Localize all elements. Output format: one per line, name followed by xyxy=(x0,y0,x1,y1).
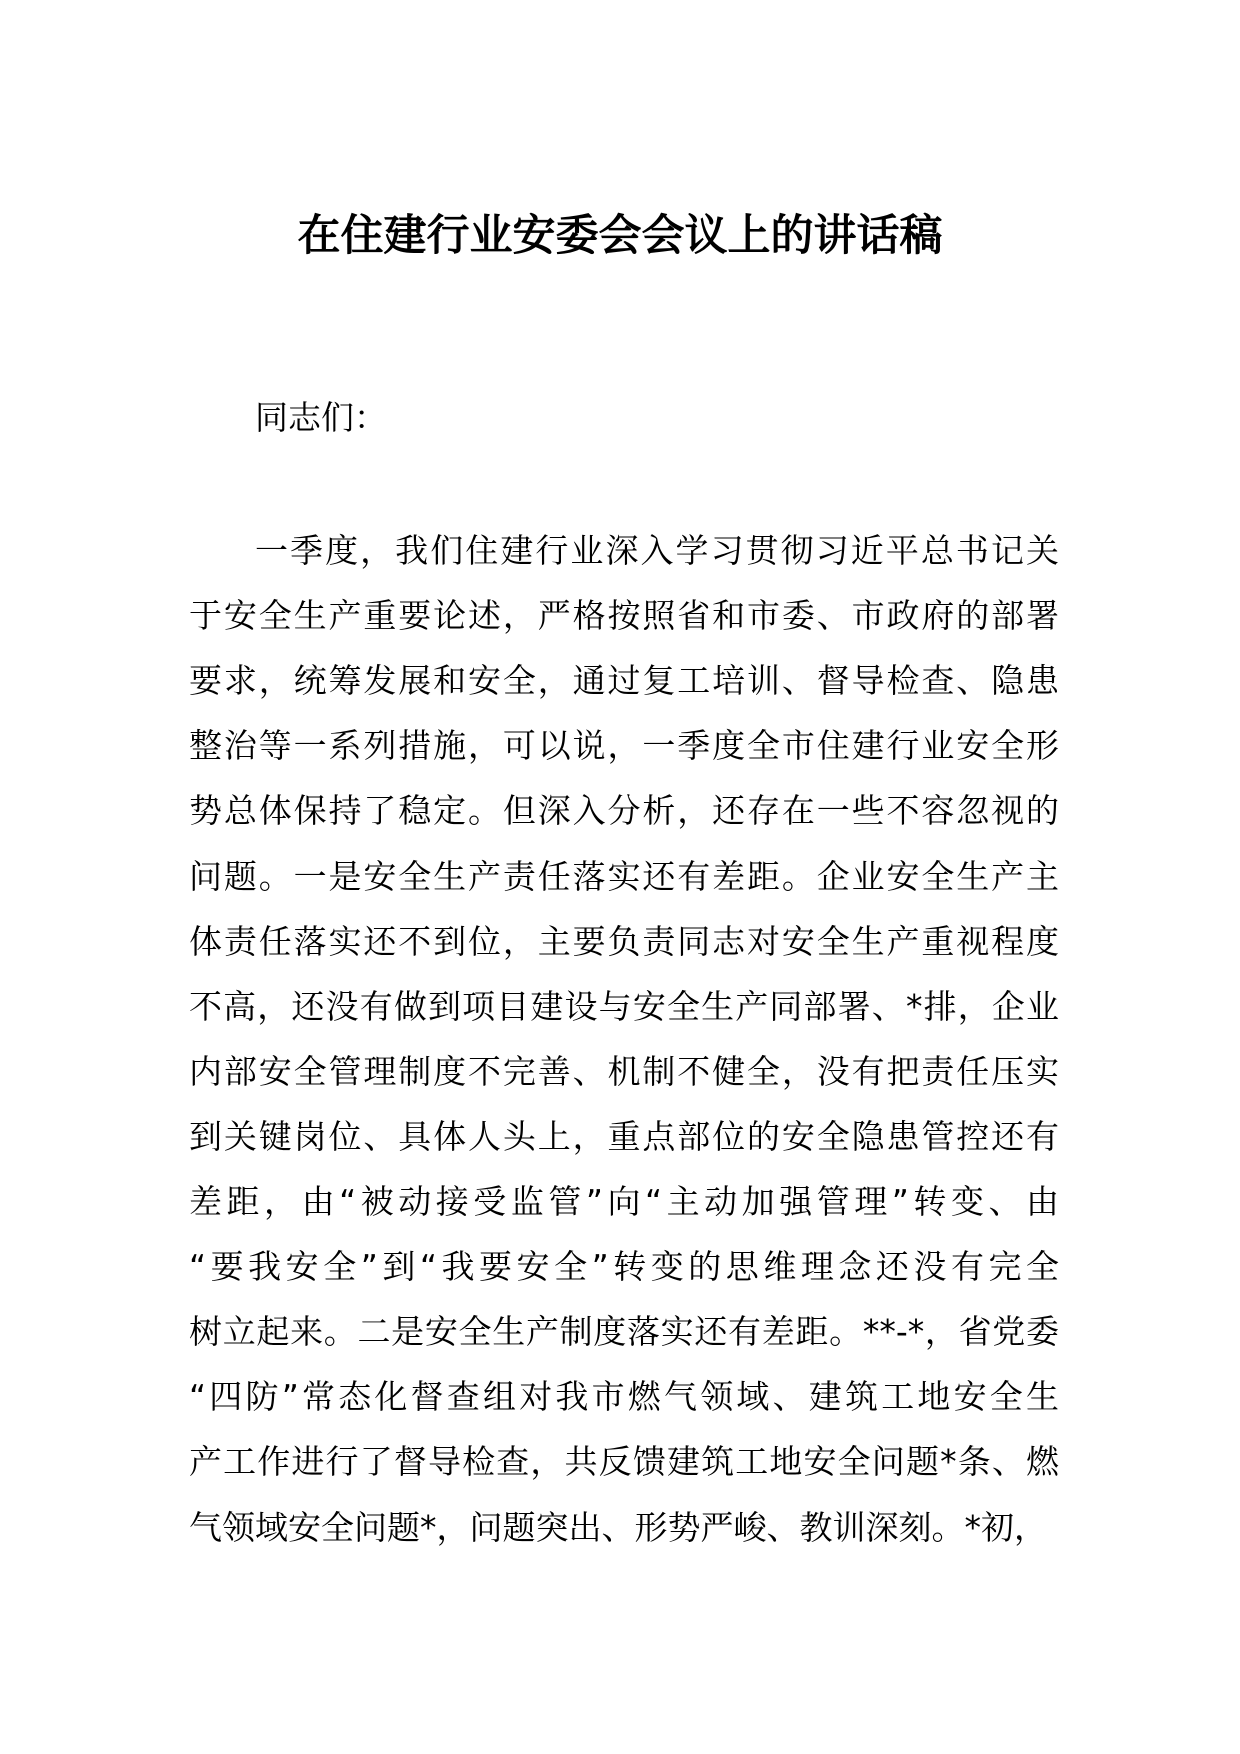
paragraph-line: 于安全生产重要论述，严格按照省和市委、市政府的部署 xyxy=(189,596,1059,636)
paragraph-line: 气领域安全问题*，问题突出、形势严峻、教训深刻。*初， xyxy=(189,1507,1047,1547)
paragraph-line: 不高，还没有做到项目建设与安全生产同部署、*排，企业 xyxy=(189,986,1059,1026)
paragraph-line: 要求，统筹发展和安全，通过复工培训、督导检查、隐患 xyxy=(189,661,1059,701)
paragraph-line: “四防”常态化督查组对我市燃气领域、建筑工地安全生 xyxy=(189,1377,1059,1417)
document-title: 在住建行业安委会会议上的讲话稿 xyxy=(297,211,943,261)
paragraph-line: 一季度，我们住建行业深入学习贯彻习近平总书记关 xyxy=(255,531,1059,570)
paragraph-line: 到关键岗位、具体人头上，重点部位的安全隐患管控还有 xyxy=(189,1116,1059,1156)
paragraph-line: 问题。一是安全生产责任落实还有差距。企业安全生产主 xyxy=(189,856,1059,896)
paragraph-line: 差距，由“被动接受监管”向“主动加强管理”转变、由 xyxy=(189,1182,1059,1221)
paragraph-line: 势总体保持了稳定。但深入分析，还存在一些不容忽视的 xyxy=(189,791,1059,831)
paragraph-line: 整治等一系列措施，可以说，一季度全市住建行业安全形 xyxy=(189,726,1059,766)
salutation: 同志们： xyxy=(255,398,387,437)
paragraph-line: 产工作进行了督导检查，共反馈建筑工地安全问题*条、燃 xyxy=(189,1442,1059,1482)
paragraph-line: 体责任落实还不到位，主要负责同志对安全生产重视程度 xyxy=(189,921,1059,961)
paragraph-line: 树立起来。二是安全生产制度落实还有差距。**-*，省党委 xyxy=(189,1312,1059,1352)
paragraph-line: 内部安全管理制度不完善、机制不健全，没有把责任压实 xyxy=(189,1051,1059,1091)
paragraph-line: “要我安全”到“我要安全”转变的思维理念还没有完全 xyxy=(189,1247,1059,1287)
